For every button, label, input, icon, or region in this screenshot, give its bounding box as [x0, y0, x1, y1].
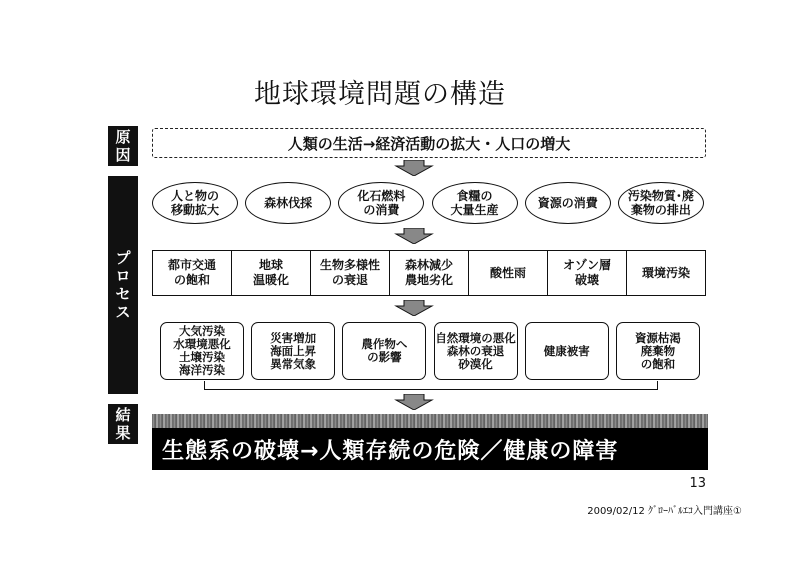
footer-text: 2009/02/12 ｸﾞﾛｰﾊﾞﾙｴｺ入門講座① [587, 506, 742, 517]
label-process [108, 176, 138, 394]
process-cell: オゾン層 破壊 [548, 251, 627, 295]
activity-oval: 化石燃料 の消費 [338, 182, 424, 224]
effects-bracket [204, 381, 658, 390]
effects-row [160, 322, 700, 380]
page-number: 13 [689, 476, 706, 491]
effect-box: 災害増加 海面上昇 異常気象 [251, 322, 335, 380]
activity-oval: 人と物の 移動拡大 [152, 182, 238, 224]
label-process-char: ロ [115, 267, 131, 285]
label-result-char: 結 [115, 406, 131, 424]
label-cause-char: 因 [115, 146, 131, 164]
process-cell: 森林減少 農地劣化 [390, 251, 469, 295]
effect-box: 健康被害 [525, 322, 609, 380]
down-arrow-icon [394, 394, 434, 410]
page-title: 地球環境問題の構造 [254, 79, 506, 110]
label-process-char: ス [115, 303, 131, 321]
activity-oval: 食糧の 大量生産 [432, 182, 518, 224]
process-cell: 環境汚染 [641, 265, 690, 280]
label-cause-char: 原 [115, 128, 131, 146]
effect-box: 大気汚染 水環境悪化 土壌汚染 海洋汚染 [160, 322, 244, 380]
cause-banner: 人類の生活→経済活動の拡大・人口の増大 [152, 128, 706, 158]
activity-oval: 汚染物質･廃 棄物の排出 [618, 182, 704, 224]
process-cell: 地球 温暖化 [232, 251, 311, 295]
process-cell: 都市交通 の飽和 [153, 251, 232, 295]
result-banner: 生態系の破壊→人類存続の危険／健康の障害 [152, 428, 708, 470]
label-cause [108, 126, 138, 166]
activity-oval: 資源の消費 [525, 182, 611, 224]
effect-box: 農作物へ の影響 [342, 322, 426, 380]
process-cell: 生物多様性 の衰退 [311, 251, 390, 295]
activities-row [152, 180, 704, 226]
label-result-char: 果 [115, 424, 131, 442]
label-result [108, 404, 138, 444]
down-arrow-icon [394, 300, 434, 316]
effect-box: 自然環境の悪化 森林の衰退 砂漠化 [434, 322, 518, 380]
label-process-char: セ [115, 285, 131, 303]
activity-oval: 森林伐採 [245, 182, 331, 224]
down-arrow-icon [394, 228, 434, 244]
down-arrow-icon [394, 160, 434, 176]
processes-row [152, 250, 706, 296]
label-process-char: プ [115, 249, 131, 267]
process-cell: 酸性雨 [469, 251, 548, 295]
effect-box: 資源枯渇 廃棄物 の飽和 [616, 322, 700, 380]
